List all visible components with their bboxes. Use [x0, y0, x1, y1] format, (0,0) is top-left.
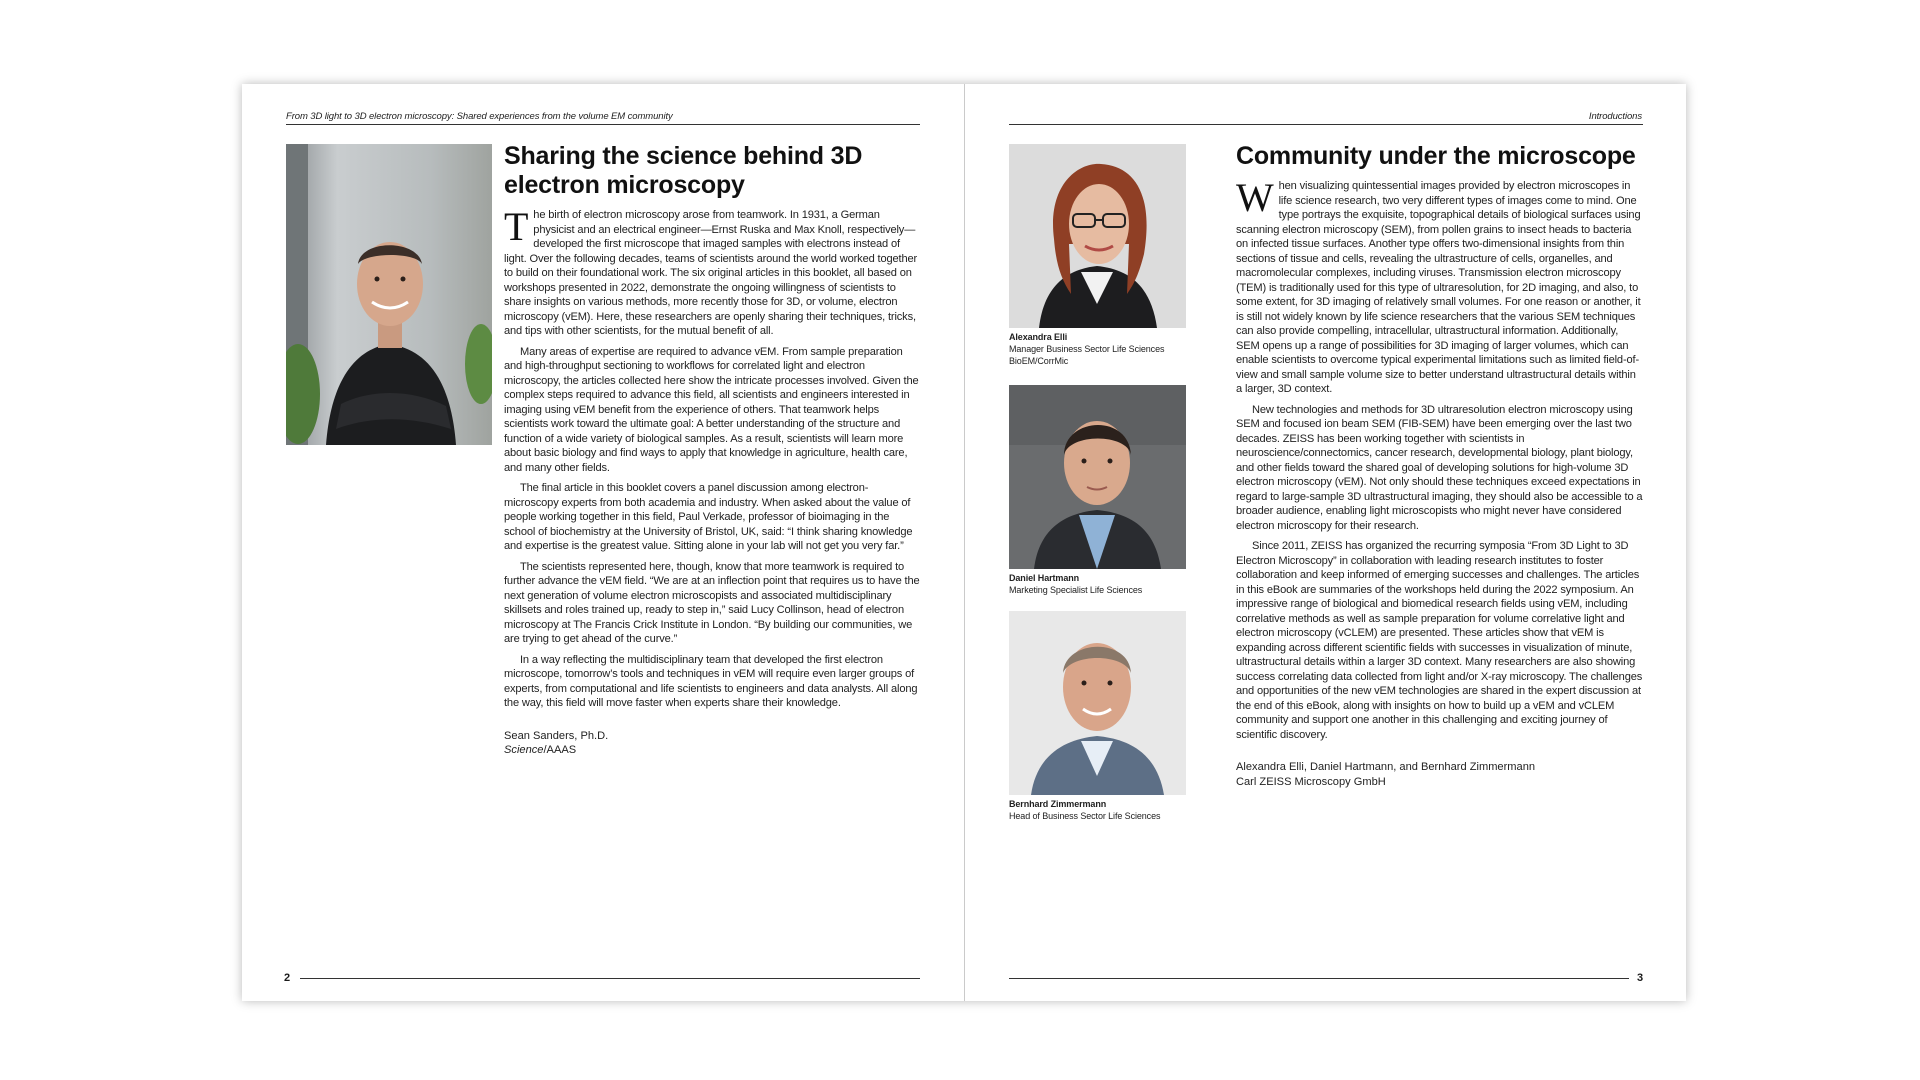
right-article [1236, 142, 1644, 789]
page-footer [242, 972, 964, 986]
person-role: Head of Business Sector Life Sciences [1009, 811, 1161, 821]
article-title: Community under the microscope [1236, 142, 1636, 170]
footer-rule [1009, 978, 1629, 979]
running-head: Introductions [1588, 111, 1642, 122]
person-name: Bernhard Zimmermann [1009, 799, 1107, 809]
person-role: Marketing Specialist Life Sciences [1009, 585, 1143, 595]
caption-bernhard-zimmermann [1009, 798, 1189, 822]
person-role: Manager Business Sector Life Sciences [1009, 344, 1165, 354]
person-name: Alexandra Elli [1009, 332, 1068, 342]
header-rule [1009, 124, 1643, 125]
article-title: Sharing the science behind 3D electron microscopy [504, 142, 863, 199]
author-photo-sean-sanders [286, 144, 492, 445]
booklet-spread [242, 84, 1686, 1001]
article-body [1236, 175, 1644, 742]
paragraph: The scientists represented here, though, know that more teamwork is required to further advance the vEM field. “We are at an inflection point that requires us to have the next generation of volume electron microscopists and associated multidisciplinary skillsets and roles trained up, ready to step in,” said Lucy Collinson, head of electron microscopy at The Francis Crick Institute in London. “By building our communities, we are trying to get ahead of the curve.” [504, 560, 920, 645]
signature-publication: Science/AAAS [504, 744, 577, 756]
right-page [965, 84, 1686, 1001]
paragraph: In a way reflecting the multidisciplinary team that developed the first electron microscope, tomorrow’s tools and techniques in vEM will require even larger groups of experts, from computational and life scientists to engineers and data analysts. All along the way, this field will move faster when experts share their knowledge. [504, 653, 918, 709]
left-article [504, 142, 922, 758]
portrait-alexandra-elli [1009, 144, 1186, 328]
drop-cap: W [1236, 175, 1274, 220]
paragraph: The final article in this booklet covers a panel discussion among electron-microscopy experts from both academia and industry. When asked about the value of people working together in this field, Paul Verkade, professor of bioimaging in the school of biochemistry at the University of Bristol, UK, said: “I think sharing knowledge and expertise is the greatest value. Sitting alone in your lab will not get you very far.” [504, 482, 913, 552]
caption-alexandra-elli [1009, 331, 1189, 367]
paragraph: Since 2011, ZEISS has organized the recurring symposia “From 3D Light to 3D Electron Microscopy” in collaboration with leading research institutes to foster collaboration and keep informed of emerging successes and challenges. The articles in this eBook are summaries of the workshops held during the 2022 symposium. An impressive range of biological and biomedical research fields using vEM, including correlative methods as well as sample preparation for volume correlative light and electron microscopy (vCLEM) are presented. These articles show that vEM is expanding across different scientific fields with successes in visualization of minute, ultrastructural details within a larger 3D context. Many researchers are also showing success correlating data collected from light and/or X-ray microscopy. The challenges and opportunities of the new vEM technologies are shared in the expert discussion at the end of this eBook, along with insights on how to build up a vEM and vCLEM community and support one another in this challenging and exciting journey of scientific discovery. [1236, 540, 1643, 741]
paragraph: New technologies and methods for 3D ultraresolution electron microscopy using SEM and focused ion beam SEM (FIB-SEM) have been emerging over the last two decades. ZEISS has been working together with scientists in neuroscience/connectomics, cancer research, developmental biology, plant biology, and other fields toward the shared goal of developing solutions for high-volume 3D electron microscopy (vEM). Not only should these techniques exceed expectations in regard to large-sample 3D ultrastructural imaging, they should also be accessible to a broader audience, enabling light microscopists who might never have considered electron microscopy for their research. [1236, 403, 1643, 532]
article-body [504, 204, 922, 711]
signature-name: Sean Sanders, Ph.D. [504, 729, 609, 742]
signature-company: Carl ZEISS Microscopy GmbH [1236, 775, 1386, 788]
portrait-daniel-hartmann [1009, 385, 1186, 569]
left-page [242, 84, 964, 1001]
footer-rule [300, 978, 920, 979]
paragraph: The birth of electron microscopy arose from teamwork. In 1931, a German physicist and an electrical engineer—Ernst Ruska and Max Knoll, respectively—developed the first microscope that imaged samples with electrons instead of light. Over the following decades, teams of scientists around the world worked together to build on their foundational work. The six original articles in this booklet, all based on workshops presented in 2022, demonstrate the ongoing willingness of scientists to share insights on various methods, more recently those for 3D, or volume, electron microscopy (vEM). Here, these researchers are openly sharing their techniques, tricks, and tips with other scientists, for the mutual benefit of all. [504, 204, 918, 337]
drop-cap: T [504, 204, 529, 249]
signature-names: Alexandra Elli, Daniel Hartmann, and Bernhard Zimmermann [1236, 761, 1536, 773]
page-number: 3 [1637, 972, 1644, 984]
page-footer [965, 972, 1686, 986]
person-name: Daniel Hartmann [1009, 573, 1080, 583]
running-head: From 3D light to 3D electron microscopy: Shared experiences from the volume EM community [286, 111, 673, 122]
person-role: BioEM/CorrMic [1009, 356, 1069, 366]
portrait-bernhard-zimmermann [1009, 611, 1186, 795]
paragraph: When visualizing quintessential images provided by electron microscopes in life science research, two very different types of images come to mind. One type portrays the exquisite, topographical details of biological surfaces using scanning electron microscopy (SEM), from pollen grains to insect heads to bacteria on infected tissue surfaces. Another type offers two-dimensional insights from thin sections of tissue and cells, revealing the ultrastructure of cells, organelles, and macromolecular complexes, including viruses. Transmission electron microscopy (TEM) is traditionally used for this type of ultraresolution, for 2D imaging, and also, to some extent, for 3D imaging of relatively small volumes. For one reason or another, it is still not widely known by life science researchers that the various SEM techniques can also provide compelling, intracellular, ultrastructural information. Additionally, SEM opens up a range of possibilities for 3D imaging of larger volumes, which can enable scientists to overcome typical experimental limitations such as limited field-of-view and small sample volume size to better understand ultrastructural details within a larger, 3D context. [1236, 175, 1641, 395]
caption-daniel-hartmann [1009, 572, 1189, 596]
paragraph: Many areas of expertise are required to advance vEM. From sample preparation and high-throughput sectioning to workflows for correlated light and electron microscopy, the articles collected here show the intricate processes involved. Given the complex steps required to advance this field, all scientists and engineers interested in imaging using vEM benefit from the experience of others. That teamwork helps scientists work toward the ultimate goal: A better understanding of the structure and function of a wide variety of biological samples. As a result, scientists will learn more about basic biology and find ways to apply that knowledge in agriculture, health care, and many other fields. [504, 345, 919, 474]
header-rule [286, 124, 920, 125]
signature [504, 729, 922, 758]
page-number: 2 [284, 972, 291, 984]
signature [1236, 760, 1644, 789]
